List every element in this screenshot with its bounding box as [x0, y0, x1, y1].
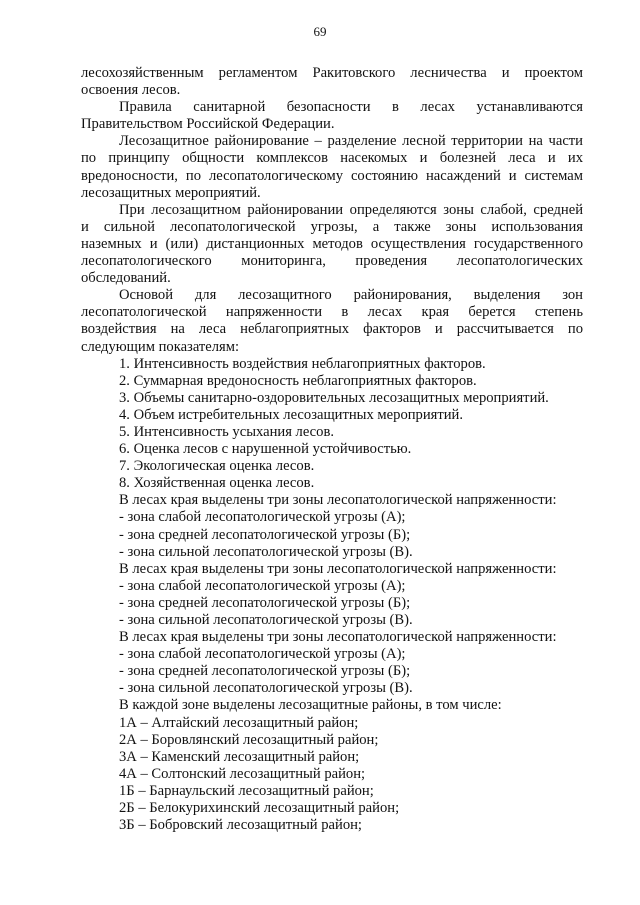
list-line: 2. Суммарная вредоносность неблагоприятных факторов. — [119, 372, 477, 389]
list-line: 7. Экологическая оценка лесов. — [119, 458, 315, 475]
text-line: наземных и (или) дистанционных методов осуществления государственного — [81, 235, 583, 252]
list-line: 3. Объемы санитарно-оздоровительных лесозащитных мероприятий. — [119, 389, 549, 406]
list-line: - зона сильной лесопатологической угрозы (В). — [119, 680, 413, 697]
text-line: Правительством Российской Федерации. — [81, 116, 335, 133]
list-line: 1А – Алтайский лесозащитный район; — [119, 714, 359, 731]
page-number: 69 — [313, 24, 327, 39]
text-line: Правила санитарной безопасности в лесах устанавливаются — [119, 99, 583, 116]
list-line: 6. Оценка лесов с нарушенной устойчивостью. — [119, 441, 412, 458]
body-text — [81, 65, 583, 834]
list-line: - зона слабой лесопатологической угрозы (А); — [119, 577, 406, 594]
text-line: лесопатологической напряженности в лесах края берется степень — [81, 304, 583, 321]
list-line: В лесах края выделены три зоны лесопатологической напряженности: — [119, 629, 557, 646]
text-line: освоения лесов. — [81, 82, 181, 99]
text-line: и сильной лесопатологической угрозы, а также зоны использования — [81, 218, 583, 235]
text-line: Лесозащитное районирование – разделение лесной территории на части — [119, 133, 583, 150]
list-line: 2Б – Белокурихинский лесозащитный район; — [119, 800, 400, 817]
text-line: по принципу общности комплексов насекомых и болезней леса и их — [81, 150, 583, 167]
list-line: - зона средней лесопатологической угрозы (Б); — [119, 663, 411, 680]
text-line: При лесозащитном районировании определяются зоны слабой, средней — [119, 201, 583, 218]
list-line: 3А – Каменский лесозащитный район; — [119, 748, 360, 765]
text-line: лесопатологического мониторинга, проведения лесопатологических — [81, 253, 583, 270]
text-line: вредоносности, по лесопатологическому состоянию насаждений и системам — [81, 167, 583, 184]
paragraph-p5 — [81, 287, 583, 355]
paragraph-p2 — [81, 99, 583, 133]
text-line: лесозащитных мероприятий. — [81, 184, 261, 201]
list-line: В лесах края выделены три зоны лесопатологической напряженности: — [119, 492, 557, 509]
list-line: В каждой зоне выделены лесозащитные районы, в том числе: — [119, 697, 502, 714]
list-line: - зона средней лесопатологической угрозы (Б); — [119, 594, 411, 611]
text-line: воздействия на леса неблагоприятных факторов и рассчитывается по — [81, 321, 583, 338]
text-line: Основой для лесозащитного районирования, выделения зон — [119, 287, 583, 304]
text-line: обследований. — [81, 270, 171, 287]
list-line: - зона сильной лесопатологической угрозы (В). — [119, 543, 413, 560]
list-line: - зона слабой лесопатологической угрозы (А); — [119, 509, 406, 526]
text-line: лесохозяйственным регламентом Ракитовского лесничества и проектом — [81, 65, 583, 81]
list-line: - зона средней лесопатологической угрозы (Б); — [119, 526, 411, 543]
list-line: 2А – Боровлянский лесозащитный район; — [119, 731, 379, 748]
list-line: 4. Объем истребительных лесозащитных мероприятий. — [119, 406, 464, 423]
list-line: 5. Интенсивность усыхания лесов. — [119, 423, 334, 440]
paragraph-p3 — [81, 133, 583, 201]
list-line: В лесах края выделены три зоны лесопатологической напряженности: — [119, 560, 557, 577]
list-line: 8. Хозяйственная оценка лесов. — [119, 475, 315, 492]
list-line: 4А – Солтонский лесозащитный район; — [119, 765, 366, 782]
list-line: 3Б – Бобровский лесозащитный район; — [119, 817, 362, 834]
list-line: - зона слабой лесопатологической угрозы (А); — [119, 646, 406, 663]
paragraph-p1 — [81, 65, 583, 99]
paragraph-p4 — [81, 202, 583, 287]
list-line: 1. Интенсивность воздействия неблагоприятных факторов. — [119, 355, 486, 372]
list-line: 1Б – Барнаульский лесозащитный район; — [119, 782, 374, 799]
text-line: следующим показателям: — [81, 338, 240, 355]
paragraphs — [81, 65, 583, 356]
indented-lines-block — [81, 356, 583, 835]
list-line: - зона сильной лесопатологической угрозы (В). — [119, 612, 413, 628]
